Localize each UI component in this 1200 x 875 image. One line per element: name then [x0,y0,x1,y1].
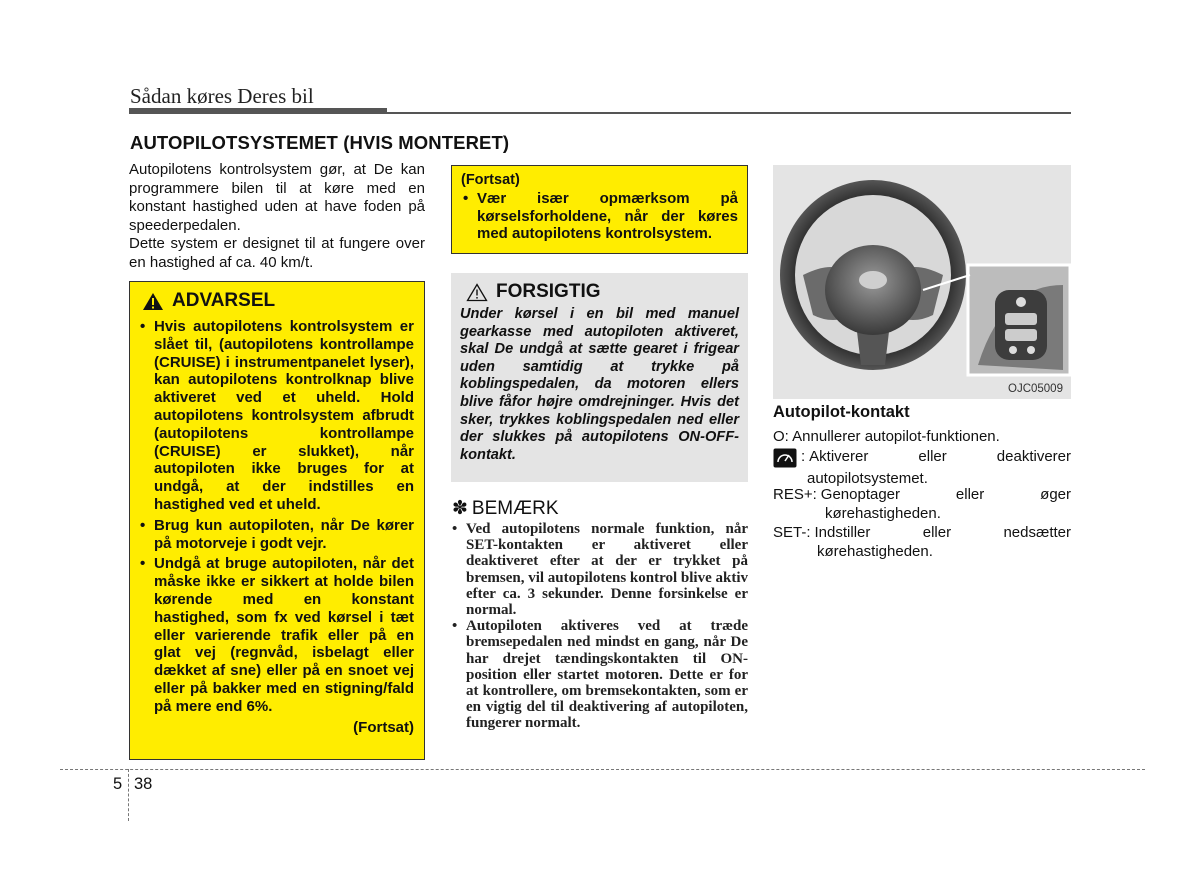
steering-wheel-figure [773,165,1071,399]
res-rest: kørehastigheden. [825,504,941,522]
header-rule-thick [129,108,387,114]
warning-heading-label: ADVARSEL [172,290,276,311]
switch-title: Autopilot-kontakt [773,403,910,421]
note-list [452,521,748,732]
switch-o-line: O: Annullerer autopilot-funktionen. [773,428,1000,445]
switch-res-description [773,486,1071,523]
warning-heading [142,290,414,312]
caution-heading-label: FORSIGTIG [496,281,601,302]
intro-text [129,161,425,273]
note-item: • Autopiloten aktiveres ved at træde bremsepedalen ned mindst en gang, når De har drejet tændingskontakten til ON-position eller startet motoren. Dette er for at kontrollere, om bremsekontakten, som er en vigtig del til deaktivering af autopiloten, fungerer normalt. [452,618,748,731]
warning-triangle-icon [142,292,164,311]
figure-code: OJC05009 [1008,383,1063,395]
res-label: RES+: [773,486,817,503]
switch-icon-line-first: Aktiverer eller deaktiverer [809,448,1071,465]
set-first: Indstiller eller nedsætter [814,524,1071,541]
set-label: SET-: [773,524,811,541]
footer-divider [128,769,129,821]
page-number: 38 [134,775,153,793]
warning-item: • Hvis autopilotens kontrolsystem er slået til, (autopilotens kontrollampe (CRUISE) i instrumentpanelet lyser), kan autopilotens kontrolknap blive aktiveret ved et uheld. Hold autopilotens kontrolsystem afbrudt (autopilotens kontrollampe (CRUISE) er slukket), når autopiloten ikke bruges for at undgå, at der indstilles en hastighed ved et uheld. [140,318,414,514]
section-title: AUTOPILOTSYSTEMET (HVIS MONTERET) [130,132,510,153]
note-heading [452,497,559,520]
set-rest: kørehastigheden. [817,542,933,560]
continued-title: (Fortsat) [461,172,520,188]
cruise-switch-icon [773,448,797,470]
continued-list [461,190,738,243]
switch-icon-line-rest: autopilotsystemet. [807,469,928,487]
continued-item: • Vær især opmærksom på kørselsforholdene, når der køres med autopilotens kontrolsystem. [461,190,738,243]
continued-warning-box [451,165,748,254]
warning-continued-label: (Fortsat) [353,718,414,736]
caution-text: Under kørsel i en bil med manuel gearkasse med autopiloten aktiveret, skal De undgå at sætte gearet i frigear uden samtidig at trykke på koblingspedalen, da motoren ellers blive fåfor højre omdrejninger. Hvis det sker, trykkes koblingspedalen ned eller der slukkes på autopilotens ON-OFF-kontakt. [460,306,739,463]
note-heading-label: BEMÆRK [471,497,559,519]
chapter-number: 5 [113,775,123,793]
warning-list [140,318,414,716]
intro-paragraph-2: Dette system er designet til at fungere over en hastighed af ca. 40 km/t. [129,235,425,271]
note-item: • Ved autopilotens normale funktion, når SET-kontakten er aktiveret eller deaktiveret efter at der er trykket på bremsen, vil autopilotens kontrol blive aktiv efter ca. 3 sekunder. Denne forsinkelse er normal. [452,521,748,618]
switch-set-description [773,524,1071,561]
header-rule-thin [387,112,1071,114]
footer-rule [60,769,1145,770]
warning-item: • Undgå at bruge autopiloten, når det måske ikke er sikkert at holde bilen kørende med en konstant hastighed, som fx ved kørsel i tæt eller varierende trafik eller på en glat vej (regnvåd, isbelagt eller dækket af sne) eller på en snoet vej eller på bakker med en stigning/fald på mere end 6%. [140,555,414,715]
res-first: Genoptager eller øger [820,486,1071,503]
intro-paragraph-1: Autopilotens kontrolsystem gør, at De kan programmere bilen til at køre med en konstant hastighed uden at have foden på speederpedalen. [129,161,425,234]
warning-box [129,281,425,760]
note-star-icon: ✽ [452,498,468,519]
caution-heading [466,281,739,303]
switch-onoff-description [773,448,1071,488]
page-header-title: Sådan køres Deres bil [130,84,314,108]
warning-item: • Brug kun autopiloten, når De kører på motorveje i godt vejr. [140,517,414,553]
caution-box [451,273,748,482]
caution-triangle-icon [466,283,488,302]
steering-wheel-illustration [773,165,1071,399]
switch-icon-colon: : [801,448,806,465]
